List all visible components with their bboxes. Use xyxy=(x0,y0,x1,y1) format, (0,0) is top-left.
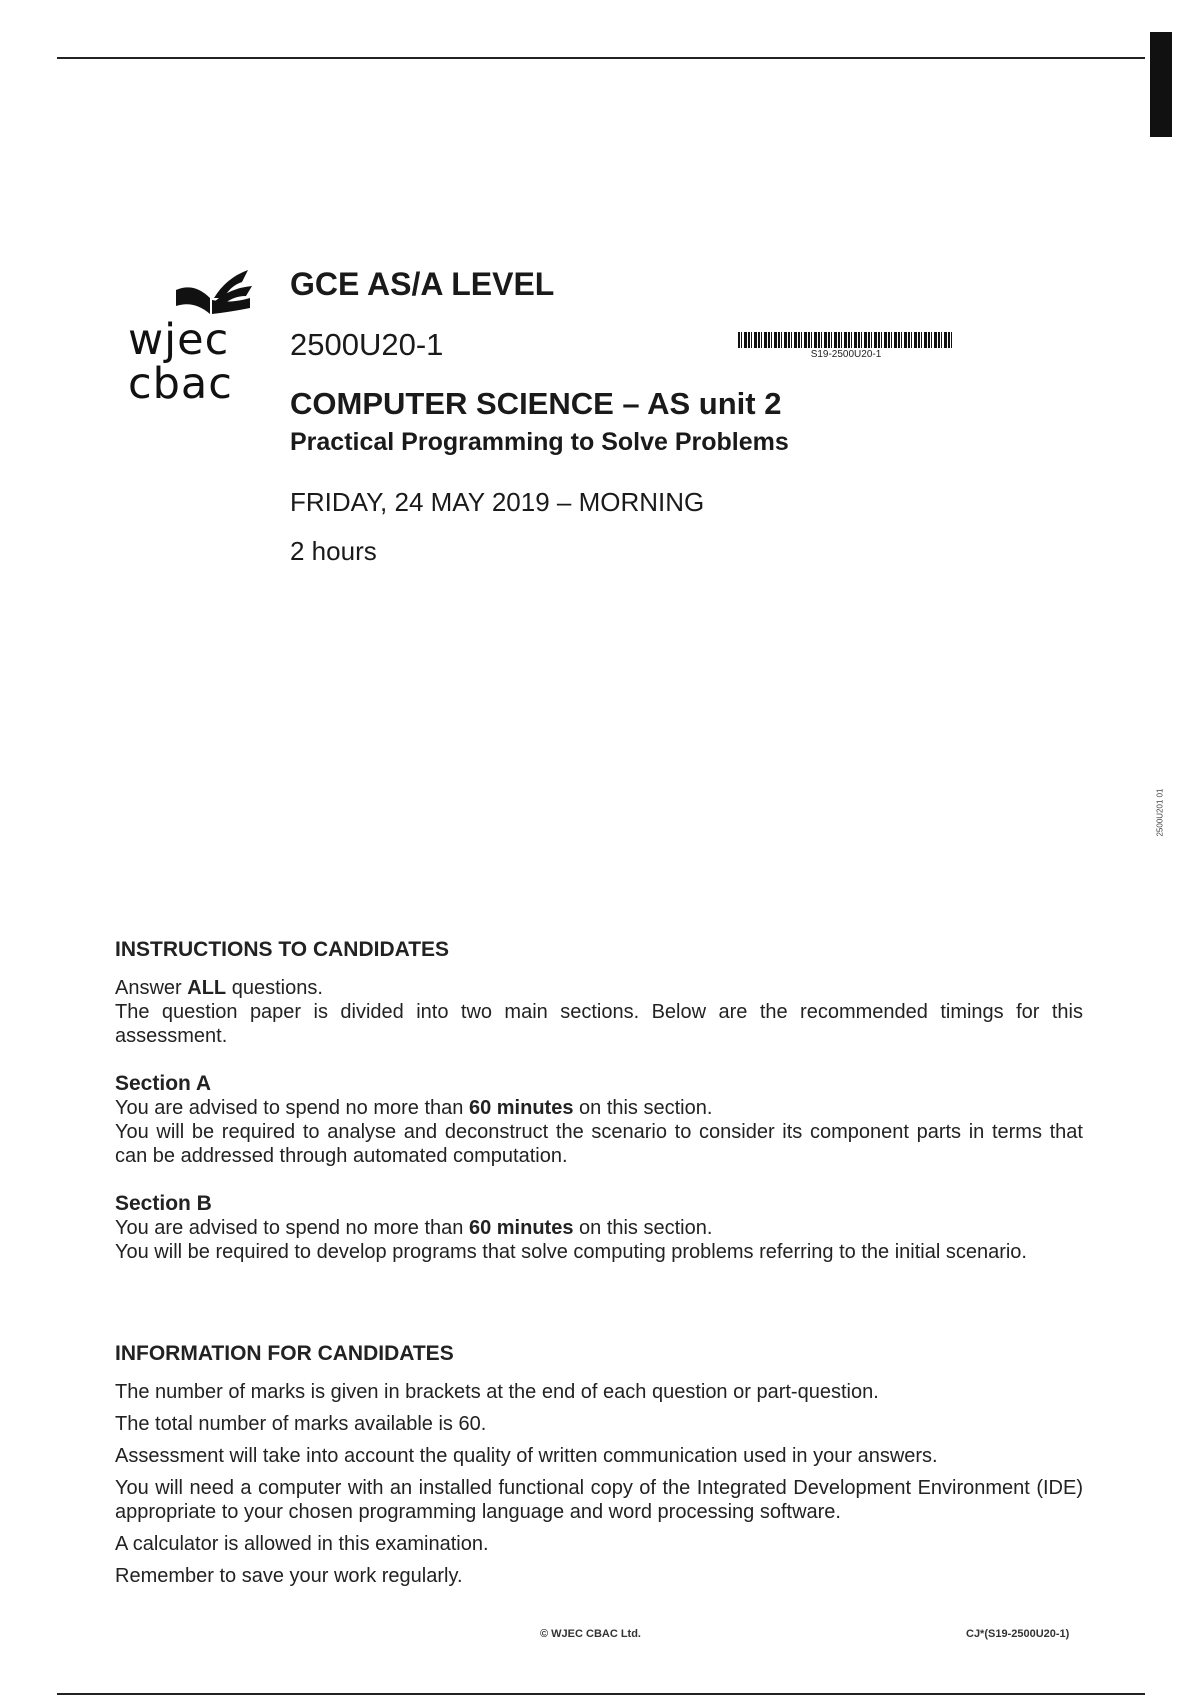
footer-reference: CJ*(S19-2500U20-1) xyxy=(966,1628,1070,1640)
answer-all-line xyxy=(115,976,1083,1000)
exam-duration: 2 hours xyxy=(290,536,377,566)
subject-title: COMPUTER SCIENCE – AS unit 2 xyxy=(290,386,782,421)
info-line: Assessment will take into account the quality of written communication used in your answers. xyxy=(115,1445,938,1467)
information-heading: INFORMATION FOR CANDIDATES xyxy=(115,1342,454,1365)
info-line: Remember to save your work regularly. xyxy=(115,1565,463,1587)
section-a-time-post: on this section. xyxy=(573,1097,713,1119)
instructions-heading: INSTRUCTIONS TO CANDIDATES xyxy=(115,938,450,961)
barcode-label: S19-2500U20-1 xyxy=(810,349,882,360)
info-line: You will need a computer with an installed functional copy of the Integrated Development Environment (IDE) appropriate to your chosen programming language and word processing software. xyxy=(115,1477,1083,1523)
exam-date: FRIDAY, 24 MAY 2019 – MORNING xyxy=(290,487,705,517)
paper-code: 2500U20-1 xyxy=(290,327,444,362)
section-b-time xyxy=(115,1216,1083,1240)
info-line: The total number of marks available is 60. xyxy=(115,1413,487,1435)
bottom-rule xyxy=(57,1693,1145,1695)
answer-pre: Answer xyxy=(115,977,188,999)
section-a-time xyxy=(115,1096,1083,1120)
top-rule xyxy=(57,57,1145,59)
info-line: The number of marks is given in brackets at the end of each question or part-question. xyxy=(115,1381,879,1403)
section-b-detail: You will be required to develop programs that solve computing problems referring to the initial scenario. xyxy=(115,1241,1027,1263)
section-b-time-bold: 60 minutes xyxy=(468,1217,574,1239)
divided-text: The question paper is divided into two main sections. Below are the recommended timings for this assessment. xyxy=(115,1001,1083,1047)
footer-copyright: © WJEC CBAC Ltd. xyxy=(540,1628,641,1640)
barcode xyxy=(738,332,954,348)
instructions-section xyxy=(115,938,1083,1264)
open-book-icon xyxy=(174,268,254,318)
wjec-cbac-logo xyxy=(124,268,254,409)
logo-text-wjec: wjec xyxy=(128,315,230,365)
info-line: A calculator is allowed in this examination. xyxy=(115,1533,489,1555)
section-b-title: Section B xyxy=(115,1192,212,1215)
answer-bold: ALL xyxy=(187,977,227,999)
information-section xyxy=(115,1342,1083,1596)
edge-registration-mark xyxy=(1150,32,1172,137)
side-code-text: 2500U201 01 xyxy=(1155,788,1165,837)
section-a-detail: You will be required to analyse and deconstruct the scenario to consider its component parts in terms that can be addressed through automated computation. xyxy=(115,1121,1083,1167)
section-b-time-pre: You are advised to spend no more than xyxy=(115,1217,469,1239)
section-b-time-post: on this section. xyxy=(573,1217,713,1239)
logo-text-cbac: cbac xyxy=(128,359,233,409)
paper-subtitle: Practical Programming to Solve Problems xyxy=(290,428,789,456)
section-a-time-pre: You are advised to spend no more than xyxy=(115,1097,469,1119)
section-a-title: Section A xyxy=(115,1072,212,1095)
qualification-level: GCE AS/A LEVEL xyxy=(290,266,555,302)
answer-post: questions. xyxy=(226,977,323,999)
section-a-time-bold: 60 minutes xyxy=(468,1097,574,1119)
side-code xyxy=(1150,780,1170,850)
